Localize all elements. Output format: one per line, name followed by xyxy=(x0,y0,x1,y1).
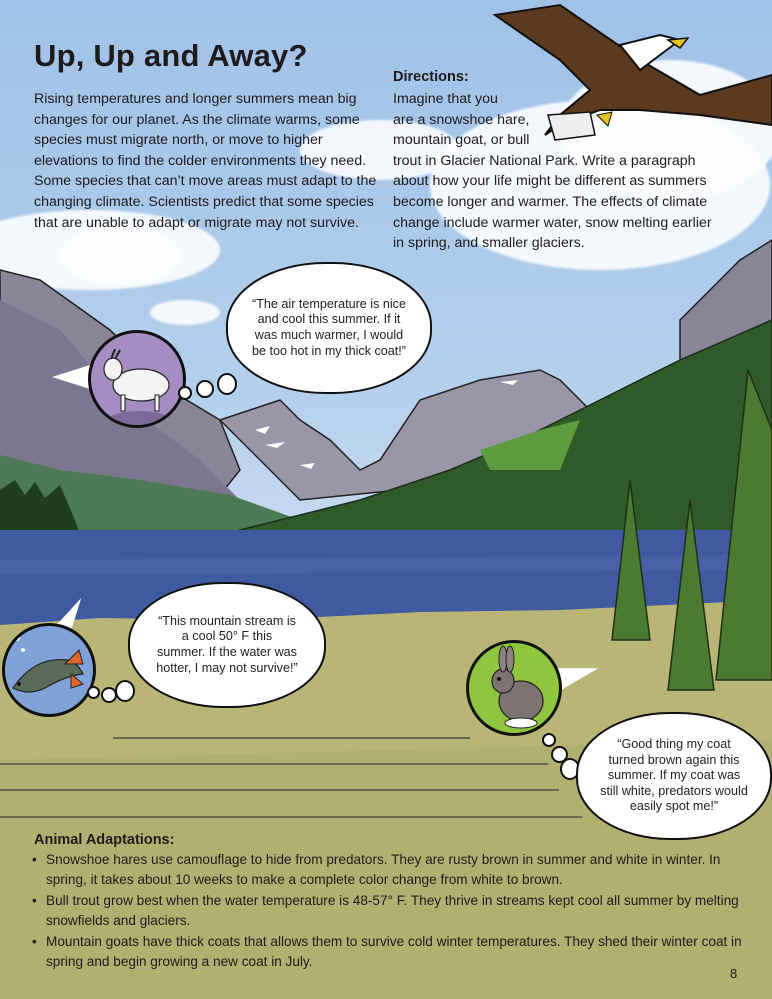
directions-line: become longer and warmer. The effects of climate xyxy=(393,193,708,210)
directions-line: mountain goat, or bull xyxy=(393,132,530,149)
writing-line[interactable] xyxy=(113,737,470,739)
directions-line: Imagine that you xyxy=(393,91,498,107)
writing-line[interactable] xyxy=(0,816,582,818)
directions-line: are a snowshoe hare, xyxy=(393,111,530,128)
snowshoe-hare-icon xyxy=(469,643,559,733)
goat-quote: “The air temperature is nice and cool this summer. If it was much warmer, I would be too hot in my thick coat!” xyxy=(252,296,406,358)
thought-dot xyxy=(542,733,556,747)
directions-text xyxy=(393,89,768,254)
thought-dot xyxy=(115,680,135,702)
adaptation-item-trout: • Bull trout grow best when the water temperature is 48-57° F. They thrive in streams kept cool all summer by melting snowfields and glaciers. xyxy=(32,891,752,932)
thought-dot xyxy=(196,380,214,398)
trout-quote: “This mountain stream is a cool 50° F this summer. If the water was hotter, I may not survive!” xyxy=(156,613,298,675)
adaptation-item-goat: • Mountain goats have thick coats that allows them to survive cold winter temperatures. They shed their winter coat in spring and begin growing a new coat in July. xyxy=(32,932,752,973)
page-number: 8 xyxy=(730,966,738,981)
bull-trout-icon xyxy=(5,626,93,714)
directions-line: in spring, and smaller glaciers. xyxy=(393,235,585,252)
goat-thought-bubble xyxy=(226,262,432,394)
thought-dot xyxy=(217,373,237,395)
hare-quote: “Good thing my coat turned brown again this summer. If my coat was still white, predators would easily spot me!” xyxy=(600,737,748,814)
page-title: Up, Up and Away? xyxy=(34,38,308,73)
thought-dot xyxy=(178,386,192,400)
intro-paragraph: Rising temperatures and longer summers mean big changes for our planet. As the climate warms, some species must migrate north, or move to higher elevations to find the colder environments they need. Some species that can’t move areas must adapt to the changing climate. Scientists predict that some species that are unable to adapt or migrate may not survive. xyxy=(34,91,377,231)
adaptations-heading: Animal Adaptations: xyxy=(34,832,175,848)
directions-line: change include warmer water, snow melting earlier xyxy=(393,214,712,231)
directions-line: trout in Glacier National Park. Write a paragraph xyxy=(393,152,696,169)
bull-trout-portrait xyxy=(2,623,96,717)
thought-dot xyxy=(87,686,100,699)
adaptation-item-hare: • Snowshoe hares use camouflage to hide from predators. They are rusty brown in summer and white in winter. In spring, it takes about 10 weeks to make a complete color change from white to brown. xyxy=(32,850,752,891)
directions-heading: Directions: xyxy=(393,69,469,85)
mountain-goat-icon xyxy=(91,333,183,425)
writing-line[interactable] xyxy=(0,763,548,765)
mountain-goat-portrait xyxy=(88,330,186,428)
writing-line[interactable] xyxy=(0,789,559,791)
directions-line: about how your life might be different as summers xyxy=(393,173,707,190)
trout-thought-bubble xyxy=(128,582,326,708)
hare-thought-bubble xyxy=(576,712,772,840)
pointer-arrow xyxy=(52,365,90,389)
snowshoe-hare-portrait xyxy=(466,640,562,736)
adaptations-list xyxy=(32,850,752,972)
